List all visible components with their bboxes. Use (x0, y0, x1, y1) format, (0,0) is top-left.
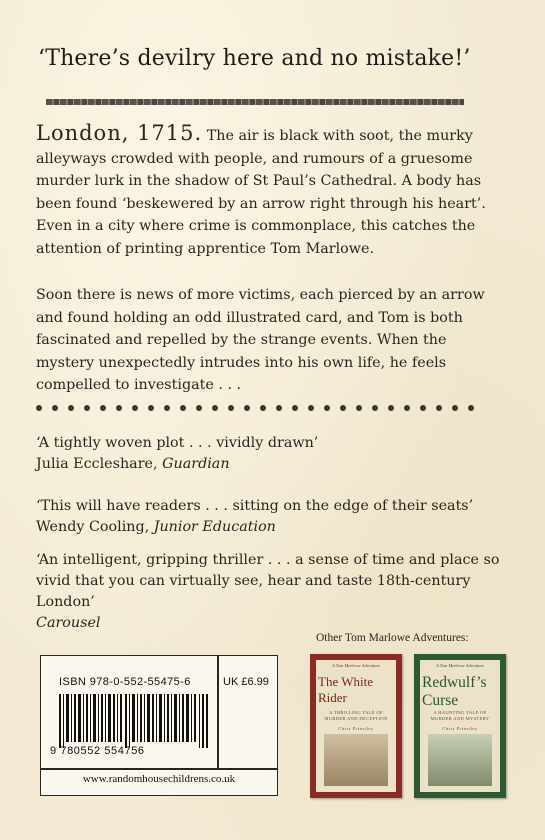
second-paragraph: Soon there is news of more victims, each pierced by an arrow and found holding an odd illustrated card, and Tom is both fascinated and repelled by the strange events. When the mystery unexpectedly intrudes into his own life, he feels compelled to investigate . . . (36, 287, 485, 393)
decorative-rule (46, 99, 464, 105)
book-illustration (324, 734, 388, 786)
quote-text: ‘This will have readers . . . sitting on the edge of their seats’ (36, 498, 474, 514)
dot-divider (36, 405, 474, 411)
book-subtitle: A HAUNTING TALE OF MURDER AND MYSTERY (430, 710, 490, 721)
review-quote (36, 433, 506, 475)
review-quote (36, 496, 506, 538)
intro-body: The air is black with soot, the murky alleyways crowded with people, and rumours of a gruesome murder lurk in the shadow of St Paul’s Cathedral. A body has been found ‘beskewered by an arrow right through his heart’. Even in a city where crime is commonplace, this catches the attention of printing apprentice Tom Marlowe. (36, 128, 486, 257)
barcode-image (59, 694, 209, 748)
isbn-text: ISBN 978-0-552-55475-6 (59, 676, 191, 688)
barcode-panel (40, 655, 278, 796)
review-quote (36, 550, 501, 634)
publisher-url: www.randomhousechildrens.co.uk (82, 773, 236, 785)
book-subtitle: A THRILLING TALE OF MURDER AND DECEPTION (324, 710, 388, 721)
book-title: The White Rider (318, 674, 373, 705)
book-title: Redwulf’s Curse (422, 674, 487, 709)
quote-author: Wendy Cooling, (36, 519, 154, 535)
headline-quote: ‘There’s devilry here and no mistake!’ (38, 46, 471, 71)
barcode-digits: 9 780552 554756 (50, 745, 145, 757)
book-author: Chris Priestley (338, 726, 374, 731)
quote-text: ‘A tightly woven plot . . . vividly drawn’ (36, 435, 319, 451)
book-cover-white-rider (310, 654, 402, 798)
price-text: UK £6.99 (223, 676, 269, 688)
book-series-tag: A Tom Marlowe Adventure (435, 663, 485, 668)
book-author: Chris Priestley (442, 726, 478, 731)
quote-author: Julia Eccleshare, (36, 456, 163, 472)
book-cover-redwulfs-curse (414, 654, 506, 798)
quote-source: Junior Education (153, 519, 276, 535)
other-adventures-label: Other Tom Marlowe Adventures: (316, 632, 469, 644)
quote-source: Carousel (36, 615, 101, 631)
quote-source: Guardian (162, 456, 230, 472)
quote-text: ‘An intelligent, gripping thriller . . . a sense of time and place so vivid that you can virtually see, hear and taste 18th-century London’ (36, 552, 500, 610)
book-series-tag: A Tom Marlowe Adventure (331, 663, 381, 668)
intro-lead: London, 1715. (36, 121, 203, 145)
intro-paragraph (36, 122, 506, 260)
book-illustration (428, 734, 492, 786)
